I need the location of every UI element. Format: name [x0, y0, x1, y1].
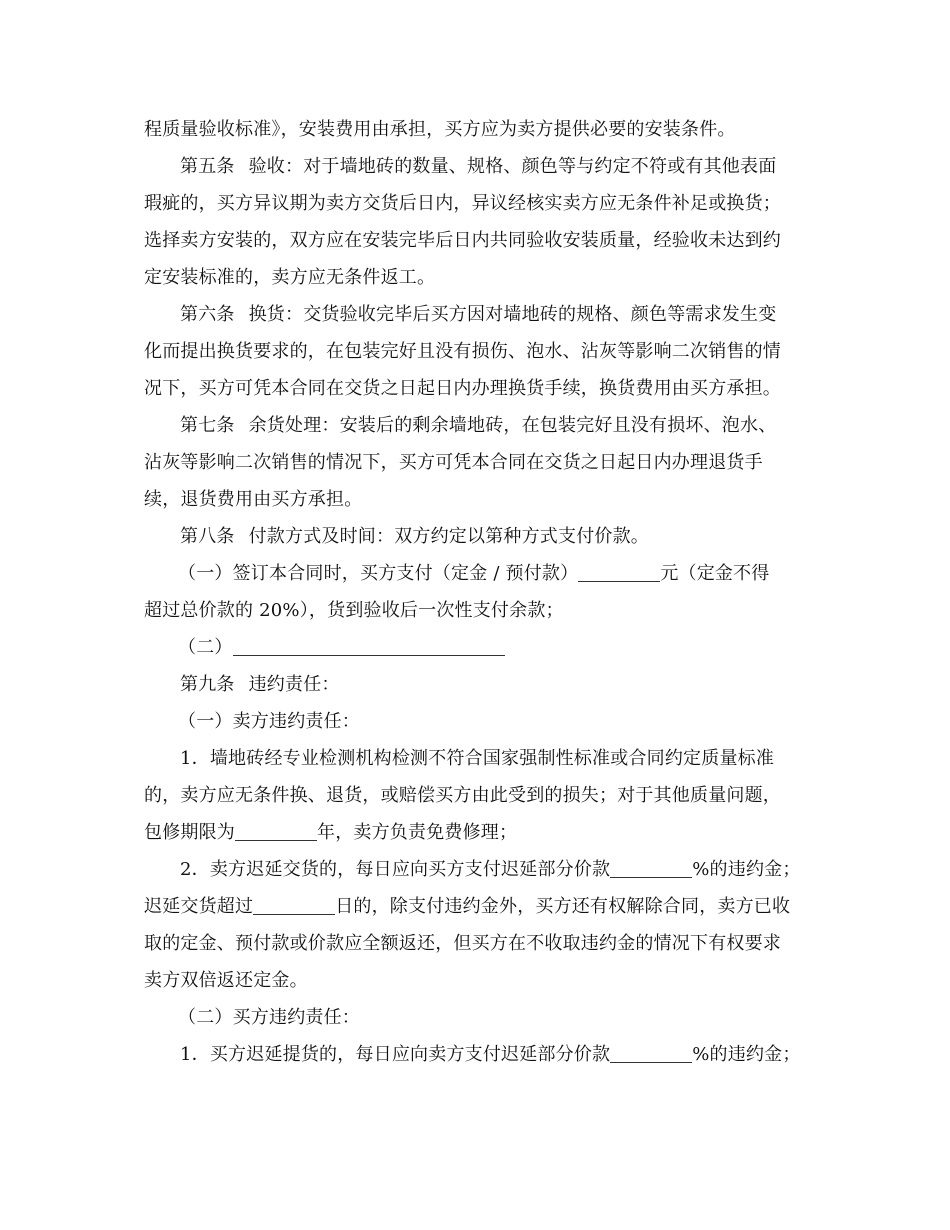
- text-run: （一）签订本合同时，买方支付（定金 / 预付款）: [178, 563, 579, 584]
- paragraph-line: [144, 266, 814, 290]
- text-run: 程质量验收标准》，安装费用由承担，买方应为卖方提供必要的安装条件。: [144, 119, 736, 140]
- text-run: 瑕疵的，买方异议期为卖方交货后日内，异议经核实卖方应无条件补足或换货；: [144, 193, 781, 214]
- text-run: 年，卖方负责免费修理；: [317, 822, 518, 843]
- text-run: 包修期限为: [144, 822, 235, 843]
- paragraph-line: [144, 784, 814, 808]
- fill-in-blank[interactable]: [578, 563, 660, 582]
- paragraph-line: [144, 451, 814, 475]
- fill-in-blank[interactable]: [233, 637, 505, 656]
- paragraph-line: [144, 599, 814, 623]
- article-5-heading-line: [180, 155, 814, 179]
- buyer-liability-heading: [178, 1006, 814, 1030]
- text-run: 取的定金、预付款或价款应全额返还，但买方在不收取违约金的情况下有权要求: [144, 933, 781, 954]
- text-run: 沾灰等影响二次销售的情况下，买方可凭本合同在交货之日起日内办理退货手: [144, 452, 763, 473]
- text-run: 元（定金不得: [660, 563, 770, 584]
- text-run: 1．墙地砖经专业检测机构检测不符合国家强制性标准或合同约定质量标准: [180, 748, 775, 769]
- late-delivery-days-line: [144, 895, 814, 919]
- article-number: 第六条: [180, 304, 235, 325]
- fill-in-blank[interactable]: [253, 896, 335, 915]
- text-run: 的，卖方应无条件换、退货，或赔偿买方由此受到的损失；对于其他质量问题，: [144, 785, 781, 806]
- paragraph-line: [144, 192, 814, 216]
- article-9-heading-line: [180, 673, 814, 697]
- payment-option-1-line: [178, 562, 814, 586]
- text-run: 化而提出换货要求的，在包装完好且没有损伤、泡水、沾灰等影响二次销售的情: [144, 341, 781, 362]
- text-run: 日的，除支付违约金外，买方还有权解除合同，卖方已收: [335, 896, 791, 917]
- text-run: （二）买方违约责任：: [178, 1007, 360, 1028]
- text-run: 1．买方迟延提货的，每日应向卖方支付迟延部分价款: [180, 1044, 611, 1065]
- text-run: 选择卖方安装的，双方应在安装完毕后日内共同验收安装质量，经验收未达到约: [144, 230, 781, 251]
- paragraph-line: [144, 377, 814, 401]
- article-8-heading-line: [180, 525, 814, 549]
- article-number: 第九条: [180, 674, 235, 695]
- text-run: %的违约金；: [692, 859, 801, 880]
- text-run: 违约责任：: [248, 674, 340, 695]
- article-number: 第五条: [180, 156, 235, 177]
- seller-liability-heading: [178, 710, 814, 734]
- payment-option-2-line: [178, 636, 814, 660]
- paragraph-line: [144, 488, 814, 512]
- text-run: 余货处理：安装后的剩余墙地砖，在包装完好且没有损坏、泡水、: [248, 415, 777, 436]
- text-run: 续，退货费用由买方承担。: [144, 489, 363, 510]
- text-run: 迟延交货超过: [144, 896, 254, 917]
- text-run: 况下，买方可凭本合同在交货之日起日内办理换货手续，换货费用由买方承担。: [144, 378, 781, 399]
- text-run: （一）卖方违约责任：: [178, 711, 360, 732]
- late-delivery-penalty-line: [180, 858, 814, 882]
- text-run: 验收：对于墙地砖的数量、规格、颜色等与约定不符或有其他表面: [248, 156, 777, 177]
- article-number: 第七条: [180, 415, 235, 436]
- fill-in-blank[interactable]: [235, 822, 317, 841]
- text-run: 卖方双倍返还定金。: [144, 970, 308, 991]
- article-number: 第八条: [180, 526, 235, 547]
- paragraph-line: [144, 229, 814, 253]
- paragraph-line: [180, 747, 814, 771]
- text-run: %的违约金；: [692, 1044, 801, 1065]
- text-run: 定安装标准的，卖方应无条件返工。: [144, 267, 436, 288]
- text-run: 换货：交货验收完毕后买方因对墙地砖的规格、颜色等需求发生变: [248, 304, 777, 325]
- text-run: （二）: [178, 637, 233, 658]
- paragraph-line: [144, 340, 814, 364]
- fill-in-blank[interactable]: [610, 859, 692, 878]
- fill-in-blank[interactable]: [610, 1044, 692, 1063]
- late-pickup-penalty-line: [180, 1043, 814, 1067]
- article-7-heading-line: [180, 414, 814, 438]
- paragraph-line: [144, 118, 814, 142]
- paragraph-line: [144, 932, 814, 956]
- article-6-heading-line: [180, 303, 814, 327]
- warranty-period-line: [144, 821, 814, 845]
- text-run: 付款方式及时间：双方约定以第种方式支付价款。: [248, 526, 650, 547]
- paragraph-line: [144, 969, 814, 993]
- text-run: 2．卖方迟延交货的，每日应向买方支付迟延部分价款: [180, 859, 611, 880]
- text-run: 超过总价款的 20%），货到验收后一次性支付余款；: [144, 600, 564, 621]
